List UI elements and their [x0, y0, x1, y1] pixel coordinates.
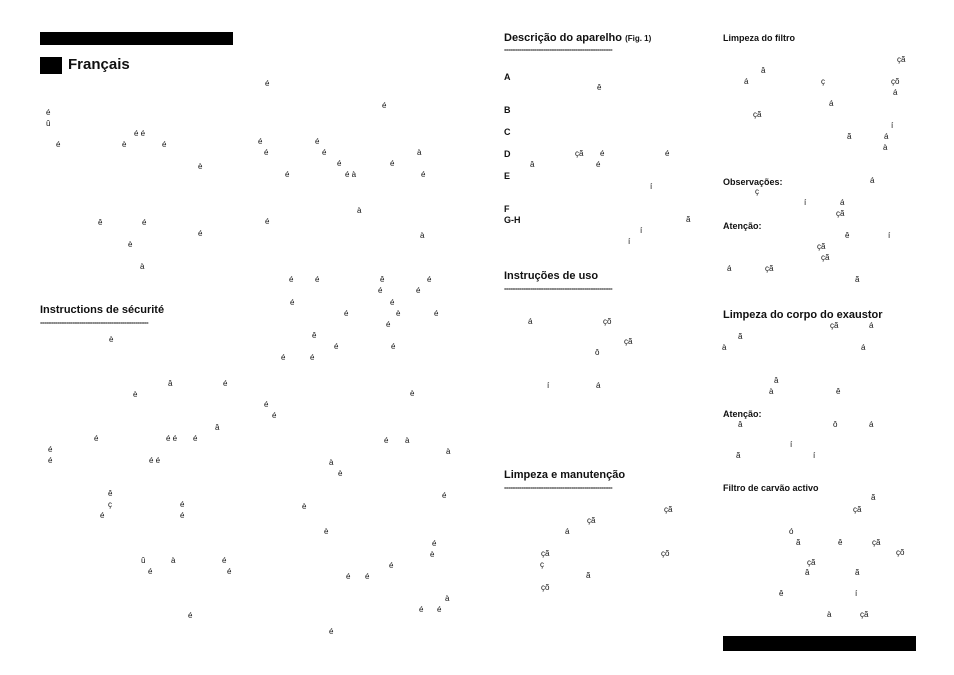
stray-glyph: é	[382, 101, 387, 110]
description-fig: (Fig. 1)	[625, 34, 652, 43]
stray-glyph: é	[193, 434, 198, 443]
stray-glyph: á	[727, 264, 732, 273]
stray-glyph: çõ	[896, 548, 905, 557]
stray-glyph: í	[855, 589, 858, 598]
stray-glyph: ã	[586, 571, 591, 580]
stray-glyph: é	[337, 159, 342, 168]
stray-glyph: ê	[779, 589, 784, 598]
stray-glyph: çã	[541, 549, 550, 558]
stray-glyph: â	[215, 423, 220, 432]
stray-glyph: ã	[855, 275, 860, 284]
stray-glyph: ã	[686, 215, 691, 224]
stray-glyph: é	[48, 456, 53, 465]
stray-glyph: é	[322, 148, 327, 157]
stray-glyph: é	[346, 572, 351, 581]
stray-glyph: é	[315, 275, 320, 284]
maintenance-heading: Limpeza e manutenção	[504, 469, 626, 481]
bottom-black-bar-right	[723, 636, 916, 651]
part-label-e: E	[504, 171, 511, 181]
stray-glyph: é	[264, 148, 269, 157]
stray-glyph: é	[378, 286, 383, 295]
stray-glyph: á	[861, 343, 866, 352]
stray-glyph: é	[188, 611, 193, 620]
stray-glyph: á	[869, 420, 874, 429]
stray-glyph: á	[893, 88, 898, 97]
stray-glyph: çã	[624, 337, 633, 346]
stray-glyph: é à	[345, 170, 357, 179]
stray-glyph: é	[344, 309, 349, 318]
stray-glyph: é	[310, 353, 315, 362]
stray-glyph: é	[265, 217, 270, 226]
stray-glyph: é	[142, 218, 147, 227]
stray-glyph: é	[391, 342, 396, 351]
stray-glyph: é	[315, 137, 320, 146]
stray-glyph: à	[722, 343, 727, 352]
stray-glyph: é	[46, 108, 51, 117]
stray-glyph: â	[738, 420, 743, 429]
stray-glyph: í	[547, 381, 550, 390]
top-black-bar-left	[40, 32, 233, 45]
stray-glyph: é	[665, 149, 670, 158]
stray-glyph: è	[338, 469, 343, 478]
stray-glyph: é	[437, 605, 442, 614]
stray-glyph: á	[884, 132, 889, 141]
stray-glyph: è	[302, 502, 307, 511]
stray-glyph: çõ	[541, 583, 550, 592]
stray-glyph: à	[883, 143, 888, 152]
stray-glyph: ã	[847, 132, 852, 141]
body-cleaning-heading: Limpeza do corpo do exaustor	[723, 309, 883, 321]
stray-glyph: à	[445, 594, 450, 603]
stray-glyph: à	[405, 436, 410, 445]
stray-glyph: è	[109, 335, 114, 344]
stray-glyph: è	[396, 309, 401, 318]
part-label-b: B	[504, 105, 511, 115]
description-heading	[504, 32, 651, 44]
stray-glyph: í	[891, 121, 894, 130]
stray-glyph: à	[329, 458, 334, 467]
stray-glyph: ô	[595, 348, 600, 357]
stray-glyph: û	[46, 119, 51, 128]
stray-glyph: ó	[789, 527, 794, 536]
usage-rule: --------------------------------------------------	[504, 284, 613, 293]
stray-glyph: çã	[587, 516, 596, 525]
stray-glyph: é	[148, 567, 153, 576]
stray-glyph: é	[329, 627, 334, 636]
stray-glyph: ê	[98, 218, 103, 227]
stray-glyph: çã	[830, 321, 839, 330]
stray-glyph: é	[264, 400, 269, 409]
stray-glyph: ô	[833, 420, 838, 429]
stray-glyph: í	[650, 182, 653, 191]
stray-glyph: í	[790, 440, 793, 449]
stray-glyph: çã	[860, 610, 869, 619]
stray-glyph: é	[222, 556, 227, 565]
stray-glyph: à	[171, 556, 176, 565]
stray-glyph: á	[596, 381, 601, 390]
stray-glyph: é	[94, 434, 99, 443]
stray-glyph: é	[434, 309, 439, 318]
stray-glyph: á	[829, 99, 834, 108]
stray-glyph: â	[805, 568, 810, 577]
stray-glyph: ã	[738, 332, 743, 341]
stray-glyph: é	[416, 286, 421, 295]
stray-glyph: é	[198, 229, 203, 238]
stray-glyph: é	[289, 275, 294, 284]
stray-glyph: é	[442, 491, 447, 500]
stray-glyph: é	[162, 140, 167, 149]
stray-glyph: à	[827, 610, 832, 619]
stray-glyph: è	[128, 240, 133, 249]
stray-glyph: ê	[836, 387, 841, 396]
stray-glyph: é	[285, 170, 290, 179]
stray-glyph: í	[813, 451, 816, 460]
stray-glyph: í	[640, 226, 643, 235]
stray-glyph: â	[774, 376, 779, 385]
page-title-francais: Français	[68, 56, 130, 73]
stray-glyph: é	[180, 500, 185, 509]
stray-glyph: â	[168, 379, 173, 388]
stray-glyph: è	[324, 527, 329, 536]
stray-glyph: é	[180, 511, 185, 520]
stray-glyph: í	[804, 198, 807, 207]
stray-glyph: é é	[166, 434, 178, 443]
stray-glyph: é	[427, 275, 432, 284]
stray-glyph: á	[870, 176, 875, 185]
stray-glyph: é	[258, 137, 263, 146]
stray-glyph: è	[430, 550, 435, 559]
stray-glyph: í	[888, 231, 891, 240]
description-rule: --------------------------------------------------	[504, 45, 613, 54]
stray-glyph: çã	[817, 242, 826, 251]
stray-glyph: çã	[897, 55, 906, 64]
stray-glyph: é	[290, 298, 295, 307]
part-label-a: A	[504, 72, 511, 82]
stray-glyph: ê	[108, 489, 113, 498]
stray-glyph: çã	[821, 253, 830, 262]
part-label-g-h: G-H	[504, 215, 521, 225]
stray-glyph: á	[744, 77, 749, 86]
part-label-f: F	[504, 204, 510, 214]
stray-glyph: á	[869, 321, 874, 330]
stray-glyph: é	[432, 539, 437, 548]
stray-glyph: é	[56, 140, 61, 149]
stray-glyph: é	[223, 379, 228, 388]
stray-glyph: à	[420, 231, 425, 240]
stray-glyph: é	[596, 160, 601, 169]
observations-label: Observações:	[723, 177, 783, 187]
stray-glyph: é	[390, 298, 395, 307]
stray-glyph: é	[419, 605, 424, 614]
stray-glyph: ã	[871, 493, 876, 502]
attention-label-2: Atenção:	[723, 409, 762, 419]
stray-glyph: é	[334, 342, 339, 351]
stray-glyph: çã	[836, 209, 845, 218]
stray-glyph: á	[565, 527, 570, 536]
stray-glyph: çã	[664, 505, 673, 514]
safety-heading: Instructions de sécurité	[40, 304, 165, 316]
stray-glyph: é	[389, 561, 394, 570]
stray-glyph: à	[446, 447, 451, 456]
stray-glyph: ç	[108, 500, 112, 509]
stray-glyph: é	[390, 159, 395, 168]
stray-glyph: è	[410, 389, 415, 398]
stray-glyph: çã	[872, 538, 881, 547]
stray-glyph: é	[365, 572, 370, 581]
stray-glyph: ã	[796, 538, 801, 547]
part-label-c: C	[504, 127, 511, 137]
stray-glyph: ã	[855, 568, 860, 577]
stray-glyph: çõ	[661, 549, 670, 558]
stray-glyph: á	[840, 198, 845, 207]
stray-glyph: é	[265, 79, 270, 88]
carbon-filter-heading: Filtro de carvão activo	[723, 483, 819, 493]
stray-glyph: é	[272, 411, 277, 420]
stray-glyph: ç	[540, 560, 544, 569]
safety-rule: --------------------------------------------------	[40, 318, 149, 327]
stray-glyph: é	[600, 149, 605, 158]
stray-glyph: à	[769, 387, 774, 396]
stray-glyph: é	[384, 436, 389, 445]
filter-heading: Limpeza do filtro	[723, 33, 795, 43]
stray-glyph: ê	[838, 538, 843, 547]
maintenance-rule: --------------------------------------------------	[504, 483, 613, 492]
stray-glyph: çõ	[603, 317, 612, 326]
usage-heading: Instruções de uso	[504, 270, 599, 282]
stray-glyph: çã	[807, 558, 816, 567]
stray-glyph: ç	[821, 77, 825, 86]
stray-glyph: û	[141, 556, 146, 565]
stray-glyph: é	[100, 511, 105, 520]
stray-glyph: ã	[736, 451, 741, 460]
stray-glyph: â	[530, 160, 535, 169]
stray-glyph: çã	[575, 149, 584, 158]
stray-glyph: é	[386, 320, 391, 329]
part-label-d: D	[504, 149, 511, 159]
description-heading-text: Descrição do aparelho	[504, 32, 622, 44]
stray-glyph: é	[281, 353, 286, 362]
stray-glyph: â	[761, 66, 766, 75]
stray-glyph: è	[122, 140, 127, 149]
stray-glyph: è	[133, 390, 138, 399]
stray-glyph: á	[528, 317, 533, 326]
stray-glyph: ê	[380, 275, 385, 284]
stray-glyph: à	[357, 206, 362, 215]
title-black-block	[40, 57, 62, 74]
stray-glyph: ê	[312, 331, 317, 340]
stray-glyph: çã	[765, 264, 774, 273]
stray-glyph: é é	[149, 456, 161, 465]
attention-label-1: Atenção:	[723, 221, 762, 231]
stray-glyph: à	[417, 148, 422, 157]
stray-glyph: è	[198, 162, 203, 171]
stray-glyph: ç	[755, 187, 759, 196]
stray-glyph: ê	[845, 231, 850, 240]
stray-glyph: é	[227, 567, 232, 576]
stray-glyph: é	[48, 445, 53, 454]
stray-glyph: é	[421, 170, 426, 179]
stray-glyph: çã	[853, 505, 862, 514]
stray-glyph: í	[628, 237, 631, 246]
stray-glyph: ê	[597, 83, 602, 92]
stray-glyph: é é	[134, 129, 146, 138]
stray-glyph: çã	[753, 110, 762, 119]
stray-glyph: à	[140, 262, 145, 271]
stray-glyph: çõ	[891, 77, 900, 86]
